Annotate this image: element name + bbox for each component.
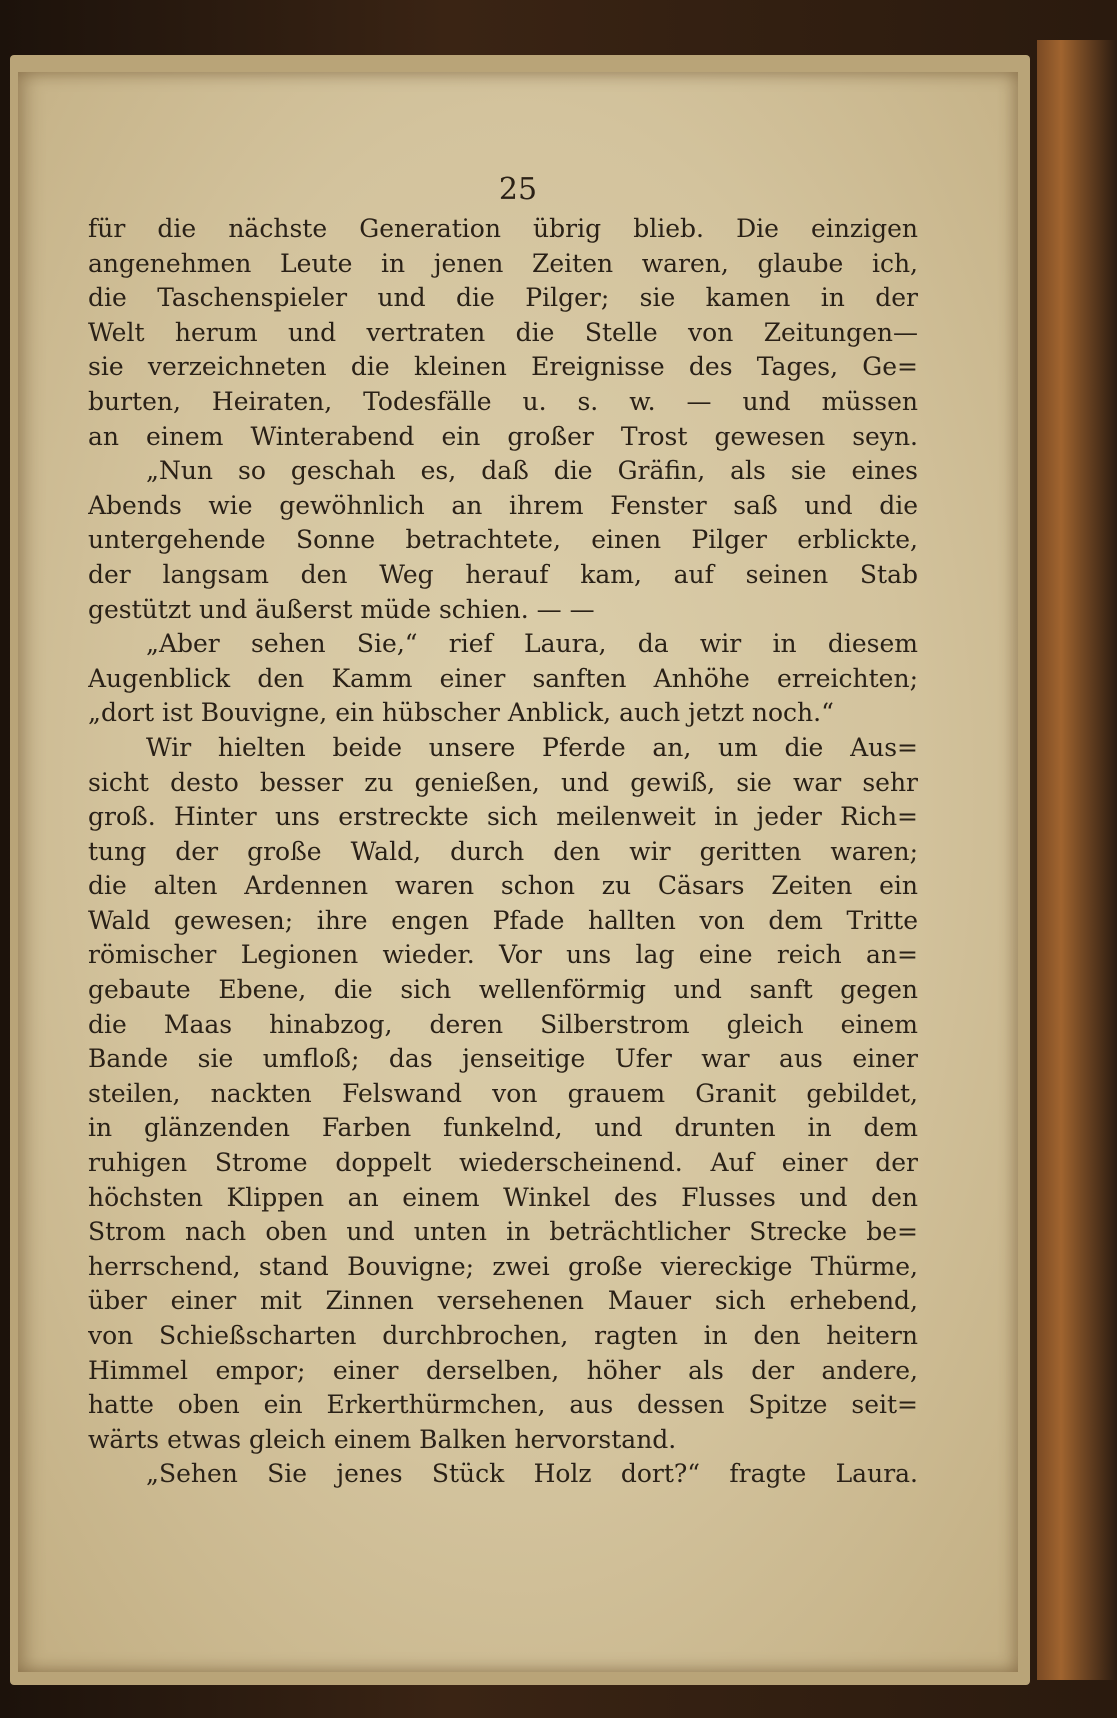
text-line: hatte oben ein Erkerthürmchen, aus dessen Spitze seit=: [88, 1390, 918, 1420]
text-line: in glänzenden Farben funkelnd, und drunten in dem: [88, 1113, 918, 1143]
text-line: über einer mit Zinnen versehenen Mauer sich erhebend,: [88, 1286, 918, 1316]
text-line: Abends wie gewöhnlich an ihrem Fenster saß und die: [88, 490, 918, 520]
text-line: sicht desto besser zu genießen, und gewiß, sie war sehr: [88, 767, 918, 797]
text-line: ruhigen Strome doppelt wiederscheinend. Auf einer der: [88, 1148, 918, 1178]
text-line: groß. Hinter uns erstreckte sich meilenweit in jeder Rich=: [88, 802, 918, 832]
text-line: „Aber sehen Sie,“ rief Laura, da wir in diesem: [146, 629, 918, 659]
text-line: sie verzeichneten die kleinen Ereignisse des Tages, Ge=: [88, 352, 918, 382]
text-line: Himmel empor; einer derselben, höher als der andere,: [88, 1355, 918, 1385]
text-line: für die nächste Generation übrig blieb. Die einzigen: [88, 214, 918, 243]
text-line: römischer Legionen wieder. Vor uns lag eine reich an=: [88, 940, 918, 970]
text-line: die Taschenspieler und die Pilger; sie kamen in der: [88, 283, 918, 313]
text-line: angenehmen Leute in jenen Zeiten waren, glaube ich,: [88, 248, 918, 278]
text-line: „Nun so geschah es, daß die Gräfin, als sie eines: [146, 456, 918, 486]
text-line: Welt herum und vertraten die Stelle von Zeitungen—: [88, 317, 918, 347]
text-line: Strom nach oben und unten in beträchtlicher Strecke be=: [88, 1217, 918, 1247]
text-line: Wald gewesen; ihre engen Pfade hallten von dem Tritte: [88, 905, 918, 935]
text-line: Bande sie umfloß; das jenseitige Ufer war aus einer: [88, 1044, 918, 1074]
text-line: Augenblick den Kamm einer sanften Anhöhe erreichten;: [88, 663, 918, 693]
text-line: wärts etwas gleich einem Balken hervorstand.: [88, 1424, 677, 1454]
text-line: tung der große Wald, durch den wir geritten waren;: [88, 836, 918, 866]
text-line: Wir hielten beide unsere Pferde an, um die Aus=: [146, 732, 918, 762]
text-line: der langsam den Weg herauf kam, auf seinen Stab: [88, 559, 918, 589]
text-line: an einem Winterabend ein großer Trost gewesen seyn.: [88, 421, 918, 451]
text-line: herrschend, stand Bouvigne; zwei große viereckige Thürme,: [88, 1251, 918, 1281]
text-line: „Sehen Sie jenes Stück Holz dort?“ fragte Laura.: [146, 1459, 918, 1489]
body-text: [88, 212, 918, 1492]
text-line: gestützt und äußerst müde schien. — —: [88, 594, 595, 624]
text-line: untergehende Sonne betrachtete, einen Pilger erblickte,: [88, 525, 918, 555]
text-line: höchsten Klippen an einem Winkel des Flusses und den: [88, 1182, 918, 1212]
book-page: [18, 72, 1018, 1672]
text-line: burten, Heiraten, Todesfälle u. s. w. — und müssen: [88, 386, 918, 416]
text-line: gebaute Ebene, die sich wellenförmig und sanft gegen: [88, 975, 918, 1005]
text-line: die Maas hinabzog, deren Silberstrom gleich einem: [88, 1009, 918, 1039]
text-line: „dort ist Bouvigne, ein hübscher Anblick, auch jetzt noch.“: [88, 698, 834, 728]
text-line: die alten Ardennen waren schon zu Cäsars Zeiten ein: [88, 871, 918, 901]
book-cover-edge: [1037, 40, 1117, 1680]
page-number: 25: [498, 172, 538, 207]
text-line: steilen, nackten Felswand von grauem Granit gebildet,: [88, 1078, 918, 1108]
text-line: von Schießscharten durchbrochen, ragten in den heitern: [88, 1321, 918, 1350]
